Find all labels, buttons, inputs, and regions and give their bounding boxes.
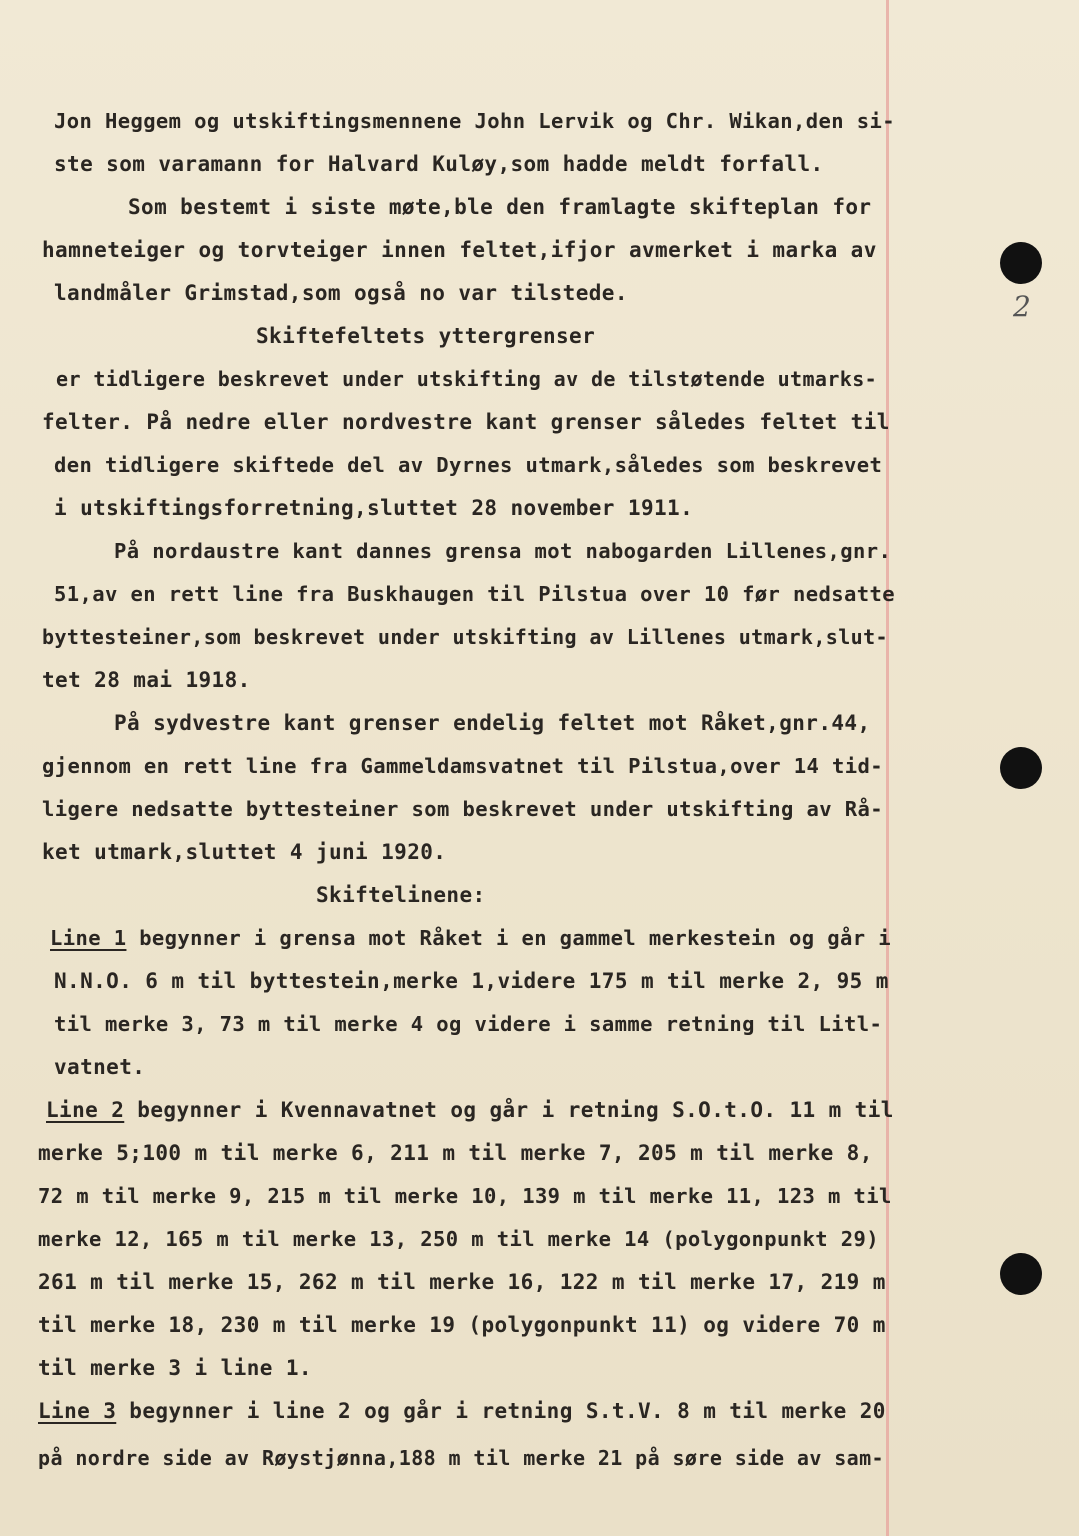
text-line: På sydvestre kant grenser endelig feltet mot Råket,gnr.44, (114, 711, 871, 735)
text-line: i utskiftingsforretning,sluttet 28 november 1911. (54, 496, 694, 520)
text-line: til merke 3, 73 m til merke 4 og videre i samme retning til Litl- (54, 1012, 883, 1036)
text-line: Som bestemt i siste møte,ble den framlagte skifteplan for (128, 195, 872, 219)
page-number: 2 (1013, 290, 1031, 323)
text-line: til merke 3 i line 1. (38, 1356, 312, 1380)
text-line: vatnet. (54, 1055, 146, 1079)
text-line: byttesteiner,som beskrevet under utskifting av Lillenes utmark,slut- (42, 625, 888, 649)
punch-hole (1000, 1253, 1042, 1295)
line-text: begynner i Kvennavatnet og går i retning S.O.t.O. 11 m til (124, 1098, 894, 1122)
text-line: den tidligere skiftede del av Dyrnes utmark,således som beskrevet (54, 453, 883, 477)
text-line: Jon Heggem og utskiftingsmennene John Lervik og Chr. Wikan,den si- (54, 109, 895, 133)
text-line: gjennom en rett line fra Gammeldamsvatnet til Pilstua,over 14 tid- (42, 754, 883, 778)
text-line: felter. På nedre eller nordvestre kant grenser således feltet til (42, 410, 890, 434)
text-line: 72 m til merke 9, 215 m til merke 10, 139 m til merke 11, 123 m til (38, 1184, 892, 1208)
section-heading: Skiftefeltets yttergrenser (256, 324, 596, 348)
text-line: ste som varamann for Halvard Kuløy,som hadde meldt forfall. (54, 152, 824, 176)
text-line (38, 1401, 886, 1422)
line-label: Line 1 (50, 926, 127, 950)
text-line: 51,av en rett line fra Buskhaugen til Pilstua over 10 før nedsatte (54, 582, 895, 606)
text-line: N.N.O. 6 m til byttestein,merke 1,videre 175 m til merke 2, 95 m (54, 969, 889, 993)
margin-rule (886, 0, 889, 1536)
punch-hole (1000, 242, 1042, 284)
text-line: tet 28 mai 1918. (42, 668, 251, 692)
text-line: til merke 18, 230 m til merke 19 (polygonpunkt 11) og videre 70 m (38, 1313, 886, 1337)
text-line: på nordre side av Røystjønna,188 m til merke 21 på søre side av sam- (38, 1446, 884, 1470)
text-line: 261 m til merke 15, 262 m til merke 16, 122 m til merke 17, 219 m (38, 1270, 886, 1294)
text-line: er tidligere beskrevet under utskifting av de tilstøtende utmarks- (56, 367, 878, 391)
punch-hole (1000, 747, 1042, 789)
line-label: Line 2 (46, 1098, 125, 1122)
text-line: merke 12, 165 m til merke 13, 250 m til merke 14 (polygonpunkt 29) (38, 1227, 879, 1251)
text-line (50, 928, 891, 949)
text-line: landmåler Grimstad,som også no var tilstede. (54, 281, 628, 305)
text-line: merke 5;100 m til merke 6, 211 m til merke 7, 205 m til merke 8, (38, 1141, 873, 1165)
text-line (46, 1100, 894, 1121)
line-text: begynner i grensa mot Råket i en gammel merkestein og går i (126, 926, 891, 950)
text-line: ket utmark,sluttet 4 juni 1920. (42, 840, 447, 864)
section-heading: Skiftelinene: (316, 883, 486, 907)
text-line: ligere nedsatte byttesteiner som beskrevet under utskifting av Rå- (42, 797, 883, 821)
line-label: Line 3 (38, 1399, 117, 1423)
line-text: begynner i line 2 og går i retning S.t.V. 8 m til merke 20 (116, 1399, 886, 1423)
text-line: hamneteiger og torvteiger innen feltet,ifjor avmerket i marka av (42, 238, 877, 262)
text-line: På nordaustre kant dannes grensa mot nabogarden Lillenes,gnr. (114, 539, 892, 563)
